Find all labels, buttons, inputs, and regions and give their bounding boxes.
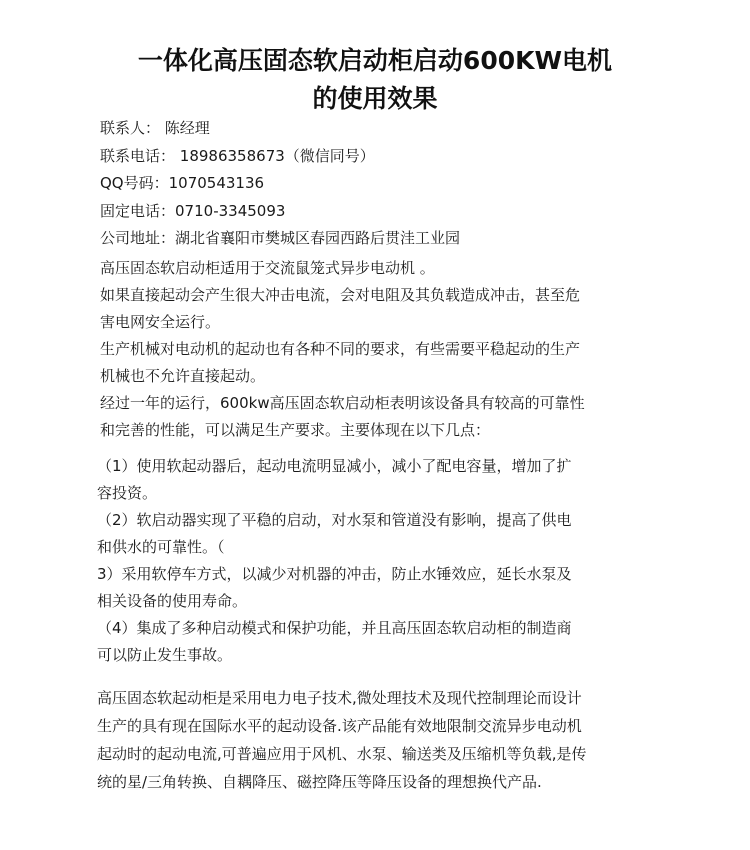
- intro-paragraph-3-line-1: 生产机械对电动机的起动也有各种不同的要求，有些需要平稳起动的生产: [100, 340, 581, 358]
- contact-phone-value: 18986358673（微信同号）: [179, 146, 375, 165]
- page-title: [0, 42, 750, 118]
- contact-qq-value: 1070543136: [168, 174, 265, 192]
- summary-line-3: 起动时的起动电流,可普遍应用于风机、水泵、输送类及压缩机等负载,是传: [97, 745, 587, 763]
- intro-paragraph-2-line-2: 害电网安全运行。: [100, 313, 221, 331]
- contact-qq: [100, 170, 680, 198]
- contact-address: [100, 225, 680, 253]
- contact-address-value: 湖北省襄阳市樊城区春园西路后贯洼工业园: [175, 229, 461, 247]
- intro-paragraph-2-line-1: 如果直接起动会产生很大冲击电流，会对电阻及其负载造成冲击，甚至危: [100, 286, 581, 304]
- intro-paragraph-4-line-1: 经过一年的运行，600kw高压固态软启动柜表明该设备具有较高的可靠性: [100, 394, 585, 412]
- benefit-points: [97, 453, 677, 669]
- point-3-line-2: 相关设备的使用寿命。: [97, 592, 248, 610]
- contact-qq-label: QQ号码：: [100, 174, 169, 192]
- intro-paragraph-1: 高压固态软启动柜适用于交流鼠笼式异步电动机 。: [100, 259, 435, 277]
- point-4-line-2: 可以防止发生事故。: [97, 646, 233, 664]
- point-2-line-2: 和供水的可靠性。（: [97, 538, 225, 556]
- contact-landline-value: 0710-3345093: [175, 201, 286, 220]
- point-3-line-1: 3）采用软停车方式，以减少对机器的冲击，防止水锤效应，延长水泵及: [97, 565, 572, 583]
- contact-phone-label: 联系电话：: [100, 146, 176, 165]
- summary-line-4: 统的星/三角转换、自耦降压、磁控降压等降压设备的理想换代产品.: [97, 773, 542, 791]
- contact-landline: [100, 198, 680, 226]
- summary-line-2: 生产的具有现在国际水平的起动设备.该产品能有效地限制交流异步电动机: [97, 717, 582, 735]
- point-4-line-1: （4）集成了多种启动模式和保护功能，并且高压固态软启动柜的制造商: [97, 619, 572, 637]
- contact-info-list: [100, 115, 680, 253]
- title-line-1: 一体化高压固态软启动柜启动600KW电机: [137, 46, 613, 75]
- intro-paragraph-4-line-2: 和完善的性能，可以满足生产要求。主要体现在以下几点：: [100, 421, 491, 439]
- point-2-line-1: （2）软启动器实现了平稳的启动，对水泵和管道没有影响，提高了供电: [97, 511, 572, 529]
- contact-address-label: 公司地址：: [100, 229, 176, 247]
- summary-paragraph: [97, 684, 677, 796]
- contact-person-label: 联系人：: [100, 119, 161, 137]
- intro-paragraph-3-line-2: 机械也不允许直接起动。: [100, 367, 266, 385]
- contact-person-value: 陈经理: [164, 119, 210, 137]
- summary-line-1: 高压固态软起动柜是采用电力电子技术,微处理技术及现代控制理论而设计: [97, 689, 582, 707]
- contact-person: [100, 115, 680, 143]
- point-1-line-1: （1）使用软起动器后，起动电流明显减小，减小了配电容量，增加了扩: [97, 457, 572, 475]
- contact-phone: [100, 143, 680, 171]
- title-line-2: 的使用效果: [312, 84, 438, 113]
- point-1-line-2: 容投资。: [97, 484, 158, 502]
- contact-landline-label: 固定电话：: [100, 201, 176, 220]
- intro-section: [100, 255, 680, 444]
